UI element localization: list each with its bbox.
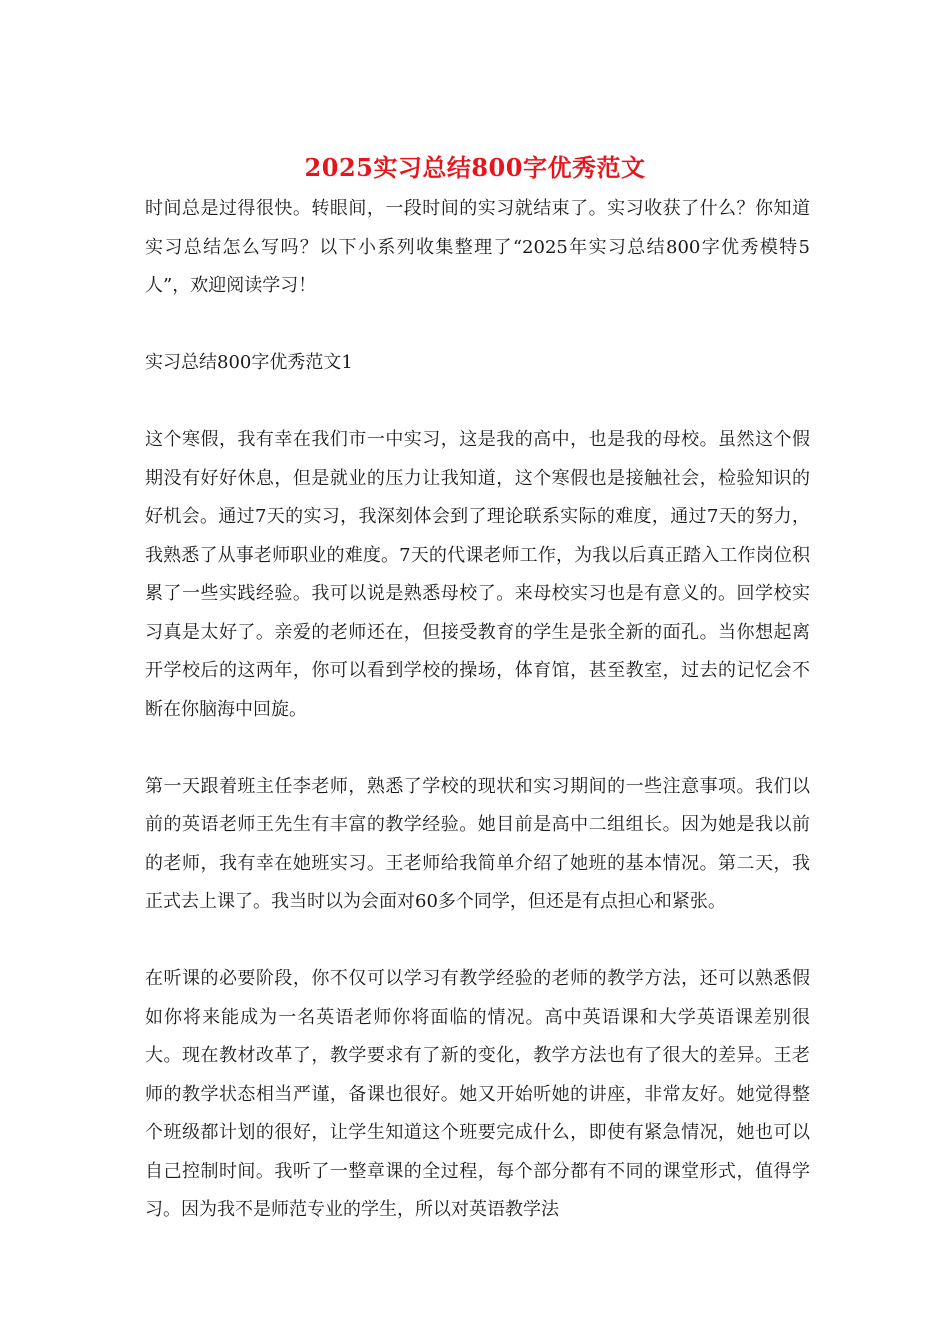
body-paragraph-1: 这个寒假，我有幸在我们市一中实习，这是我的高中，也是我的母校。虽然这个假期没有好好休息，但是就业的压力让我知道，这个寒假也是接触社会，检验知识的好机会。通过7天的实习，我深刻体会到了理论联系实际的难度，通过7天的努力，我熟悉了从事老师职业的难度。7天的代课老师工作，为我以后真正踏入工作岗位积累了一些实践经验。我可以说是熟悉母校了。来母校实习也是有意义的。回学校实习真是太好了。亲爱的老师还在，但接受教育的学生是张全新的面孔。当你想起离开学校后的这两年，你可以看到学校的操场，体育馆，甚至教室，过去的记忆会不断在你脑海中回旋。	[145, 429, 810, 720]
body-paragraph-3: 在听课的必要阶段，你不仅可以学习有教学经验的老师的教学方法，还可以熟悉假如你将来能成为一名英语老师你将面临的情况。高中英语课和大学英语课差别很大。现在教材改革了，教学要求有了新的变化，教学方法也有了很大的差异。王老师的教学状态相当严谨，备课也很好。她又开始听她的讲座，非常友好。她觉得整个班级都计划的很好，让学生知道这个班要完成什么，即使有紧急情况，她也可以自己控制时间。我听了一整章课的全过程，每个部分都有不同的课堂形式，值得学习。因为我不是师范专业的学生，所以对英语教学法	[145, 968, 810, 1220]
document-body	[145, 190, 810, 1268]
document-title: 2025实习总结800字优秀范文	[304, 153, 646, 182]
section-heading: 实习总结800字优秀范文1	[145, 352, 353, 373]
intro-paragraph: 时间总是过得很快。转眼间，一段时间的实习就结束了。实习收获了什么？你知道实习总结怎么写吗？以下小系列收集整理了“2025年实习总结800字优秀模特5人”，欢迎阅读学习！	[145, 198, 810, 296]
body-paragraph-2: 第一天跟着班主任李老师，熟悉了学校的现状和实习期间的一些注意事项。我们以前的英语老师王先生有丰富的教学经验。她目前是高中二组组长。因为她是我以前的老师，我有幸在她班实习。王老师给我简单介绍了她班的基本情况。第二天，我正式去上课了。我当时以为会面对60多个同学，但还是有点担心和紧张。	[145, 775, 810, 912]
